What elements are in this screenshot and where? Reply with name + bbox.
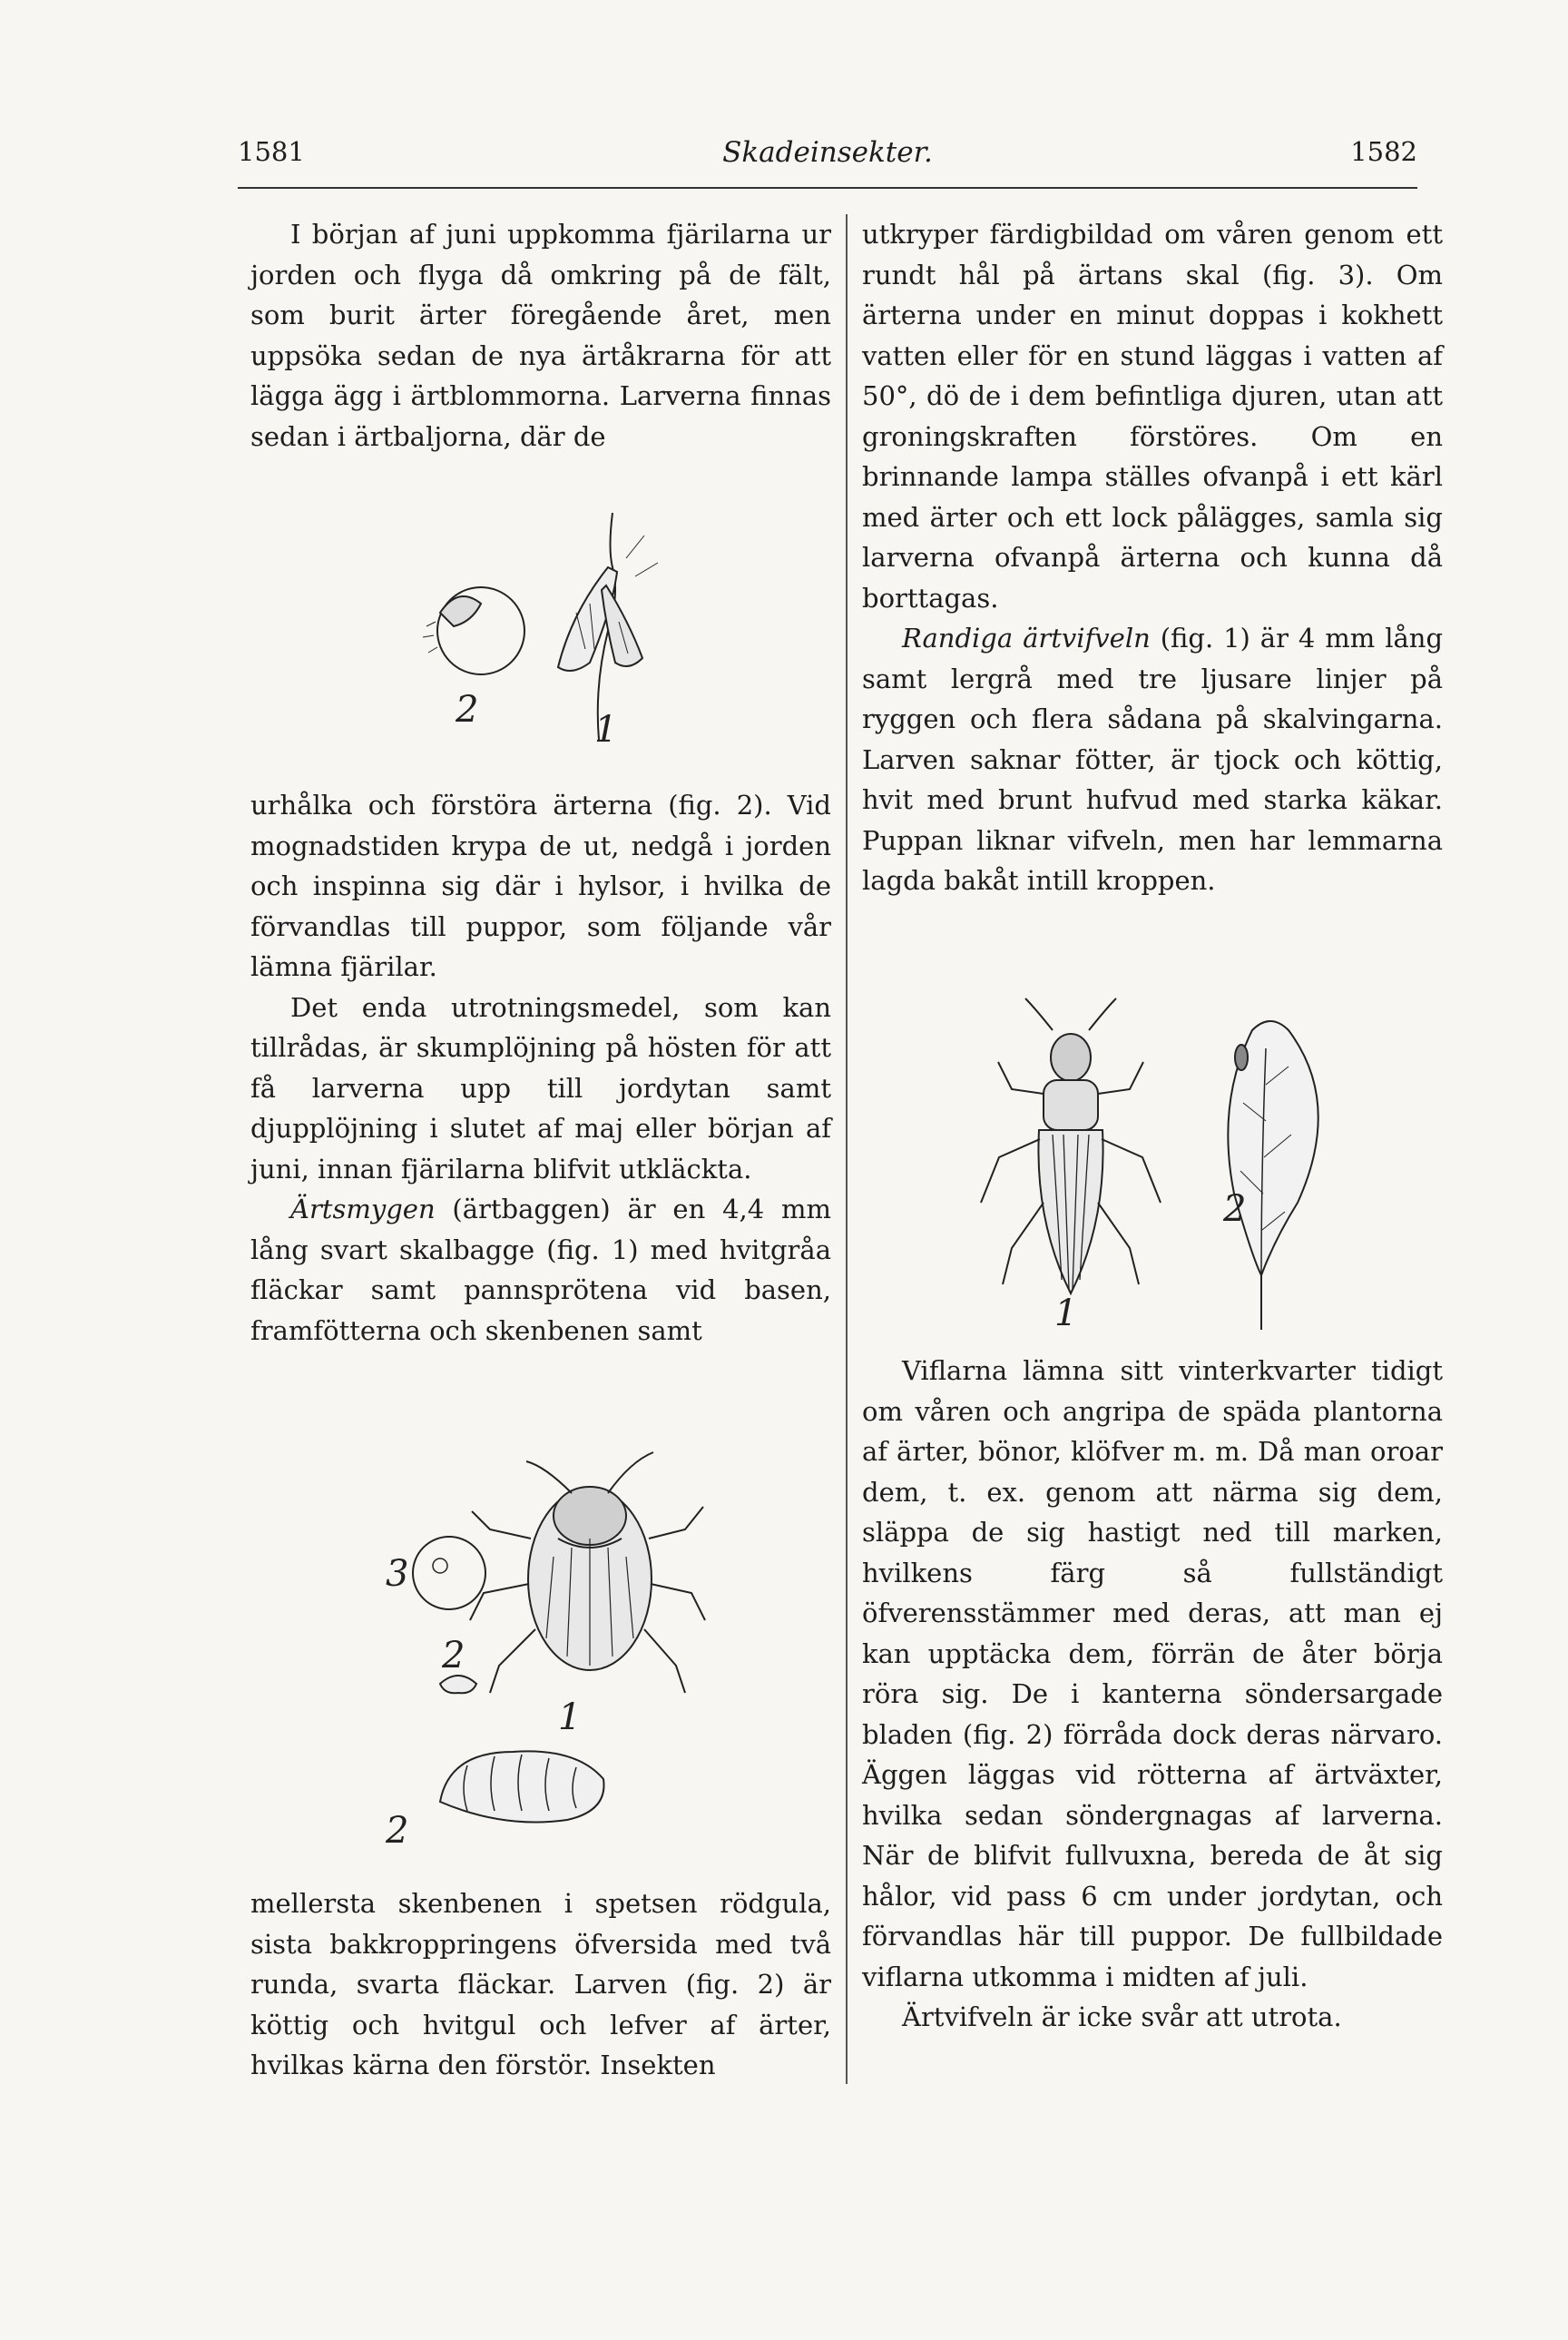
header-rule [238,187,1417,189]
figure-label: 2 [442,1635,466,1676]
paragraph: Det enda utrotningsmedel, som kan tillrådas, är skumplöjning på hösten för att få larverna upp till jordytan samt djupplöjning i slutet af maj eller början af juni, innan fjärilarna blifvit utkläckta. [250,991,831,1185]
figure-label: 2 [456,689,479,731]
species-name: Ärtsmygen [290,1194,436,1224]
paragraph-text: (ärtbaggen) är en 4,4 mm lång svart skalbagge (fig. 1) med hvitgråa fläckar samt pannsprötena vid basen, framfötterna och skenbenen samt [250,1194,831,1346]
large-larva-drawing [440,1751,604,1822]
figure-label: 3 [386,1553,409,1595]
paragraph: Ärtvifveln är icke svår att utrota. [902,2001,1342,2032]
figure-pea-beetle [377,1430,721,1856]
weevil-illustration [953,994,1425,1339]
figure-label: 2 [386,1810,409,1852]
figure-label: 1 [594,709,618,751]
right-column-top [862,214,1443,901]
column-divider [846,214,848,2084]
running-header [238,136,1417,180]
moth-illustration [381,504,690,776]
paragraph [250,1189,831,1351]
figure-label: 1 [558,1696,582,1738]
pea-drawing [413,1537,485,1609]
left-column-middle [250,785,831,1351]
figure-label: 1 [1054,1293,1078,1334]
paragraph: utkryper färdigbildad om våren genom ett rundt hål på ärtans skal (fig. 3). Om ärterna under en minut doppas i kokhett vatten eller för en stund läggas i vatten af 50°, dö de i dem befintliga djuren, utan att groningskraften förstöres. Om en brinnande lampa ställes ofvanpå i ett kärl med ärter och ett lock pålägges, samla sig larverna ofvanpå ärterna och kunna då borttagas. [862,219,1443,614]
figure-label: 2 [1223,1188,1247,1230]
paragraph: Viflarna lämna sitt vinterkvarter tidigt om våren och angripa de späda plantorna af ärter, bönor, klöfver m. m. Då man oroar dem, t. ex. genom att närma sig dem, släppa de sig hastigt ned till marken, hvilkens färg så fullständigt öfverensstämmer med deras, att man ej kan upptäcka dem, förrän de åter börja röra sig. De i kanterna söndersargade bladen (fig. 2) förråda dock deras närvaro. Äggen läggas vid rötterna af ärtväxter, hvilka sedan söndergnagas af larverna. När de blifvit fullvuxna, bereda de åt sig hålor, vid pass 6 cm under jordytan, och förvandlas här till puppor. De fullbildade viflarna utkomma i midten af juli. [862,1355,1443,1992]
figure-moth [381,504,690,776]
weevil-drawing [1051,1034,1091,1081]
pea-beetle-illustration [377,1430,721,1856]
paragraph: I början af juni uppkomma fjärilarna ur jorden och flyga då omkring på de fält, som burit ärter föregående året, men uppsöka sedan de nya ärtåkrarna för att lägga ägg i ärtblommorna. Larverna finnas sedan i ärtbaljorna, där de [250,219,831,452]
paragraph: urhålka och förstöra ärterna (fig. 2). Vid mognadstiden krypa de ut, nedgå i jorden och inspinna sig där i hylsor, i hvilka de förvandlas till puppor, som följande vår lämna fjärilar. [250,790,831,982]
page-title: Skadeinsekter. [722,136,933,169]
paragraph [862,618,1443,901]
paragraph-text: (fig. 1) är 4 mm lång samt lergrå med tre ljusare linjer på ryggen och flera sådana på skalvingarna. Larven saknar fötter, är tjock och köttig, hvit med brunt hufvud med starka käkar. Puppan liknar vifveln, men har lemmarna lagda bakåt intill kroppen. [862,623,1444,896]
right-column-bottom [862,1351,1443,2038]
page-number-right: 1582 [1350,136,1417,167]
species-name: Randiga ärtvifveln [902,623,1151,654]
small-larva-drawing [440,1676,476,1693]
figure-weevil [953,994,1425,1339]
page-number-left: 1581 [238,136,305,167]
paragraph: mellersta skenbenen i spetsen rödgula, sista bakkroppringens öfversida med två runda, svarta fläckar. Larven (fig. 2) är köttig och hvitgul och lefver af ärter, hvilkas kärna den förstör. Insekten [250,1888,831,2080]
left-column-bottom [250,1883,831,2086]
left-column-top [250,214,831,457]
